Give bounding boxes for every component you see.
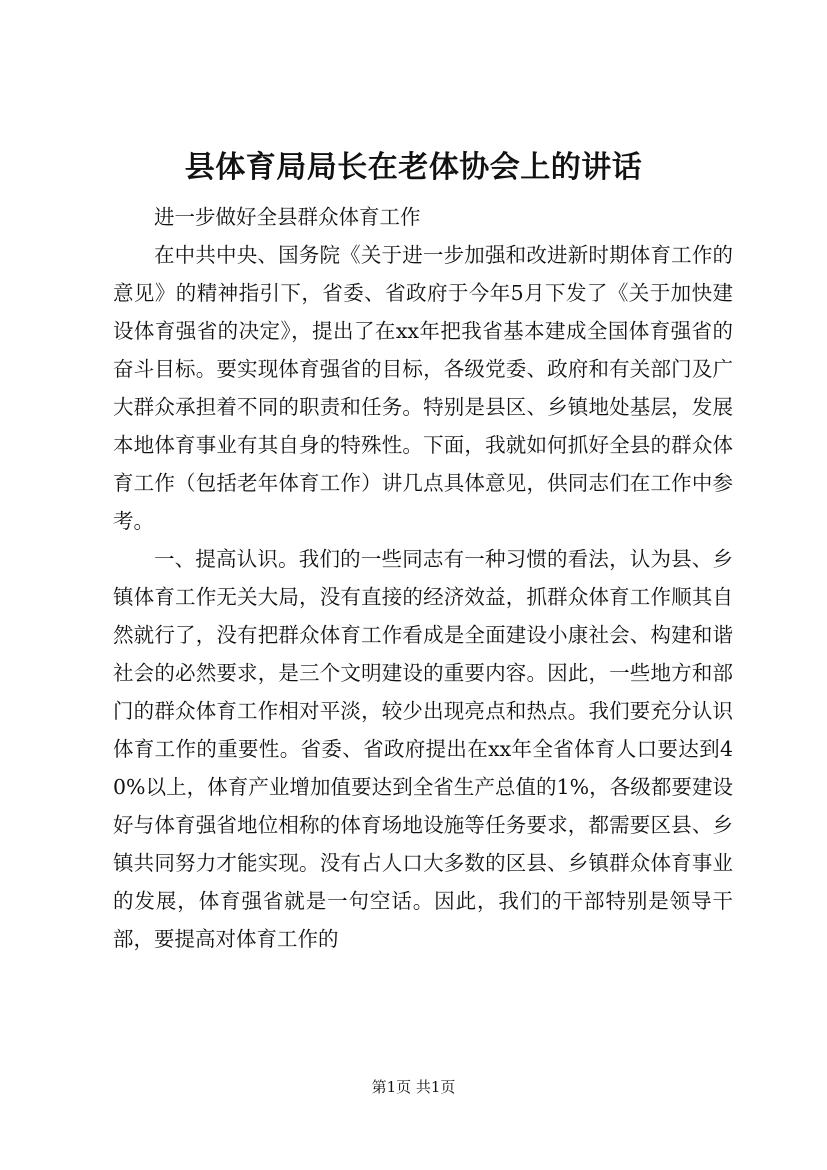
document-body — [113, 198, 733, 958]
paragraph-point-one: 一、提高认识。我们的一些同志有一种习惯的看法，认为县、乡镇体育工作无关大局，没有直接的经济效益，抓群众体育工作顺其自然就行了，没有把群众体育工作看成是全面建设小康社会、构建和谐社会的必然要求，是三个文明建设的重要内容。因此，一些地方和部门的群众体育工作相对平淡，较少出现亮点和热点。我们要充分认识体育工作的重要性。省委、省政府提出在xx年全省体育人口要达到40%以上，体育产业增加值要达到全省生产总值的1%，各级都要建设好与体育强省地位相称的体育场地设施等任务要求，都需要区县、乡镇共同努力才能实现。没有占人口大多数的区县、乡镇群众体育事业的发展，体育强省就是一句空话。因此，我们的干部特别是领导干部，要提高对体育工作的 — [113, 547, 733, 951]
paragraph-intro: 在中共中央、国务院《关于进一步加强和改进新时期体育工作的意见》的精神指引下，省委、省政府于今年5月下发了《关于加快建设体育强省的决定》，提出了在xx年把我省基本建成全国体育强省的奋斗目标。要实现体育强省的目标，各级党委、政府和有关部门及广大群众承担着不同的职责和任务。特别是县区、乡镇地处基层，发展本地体育事业有其自身的特殊性。下面，我就如何抓好全县的群众体育工作（包括老年体育工作）讲几点具体意见，供同志们在工作中参考。 — [113, 243, 733, 533]
page-footer: 第1页 共1页 — [371, 1078, 456, 1096]
paragraph-subtitle: 进一步做好全县群众体育工作 — [154, 205, 421, 229]
document-title: 县体育局局长在老体协会上的讲话 — [184, 150, 643, 185]
